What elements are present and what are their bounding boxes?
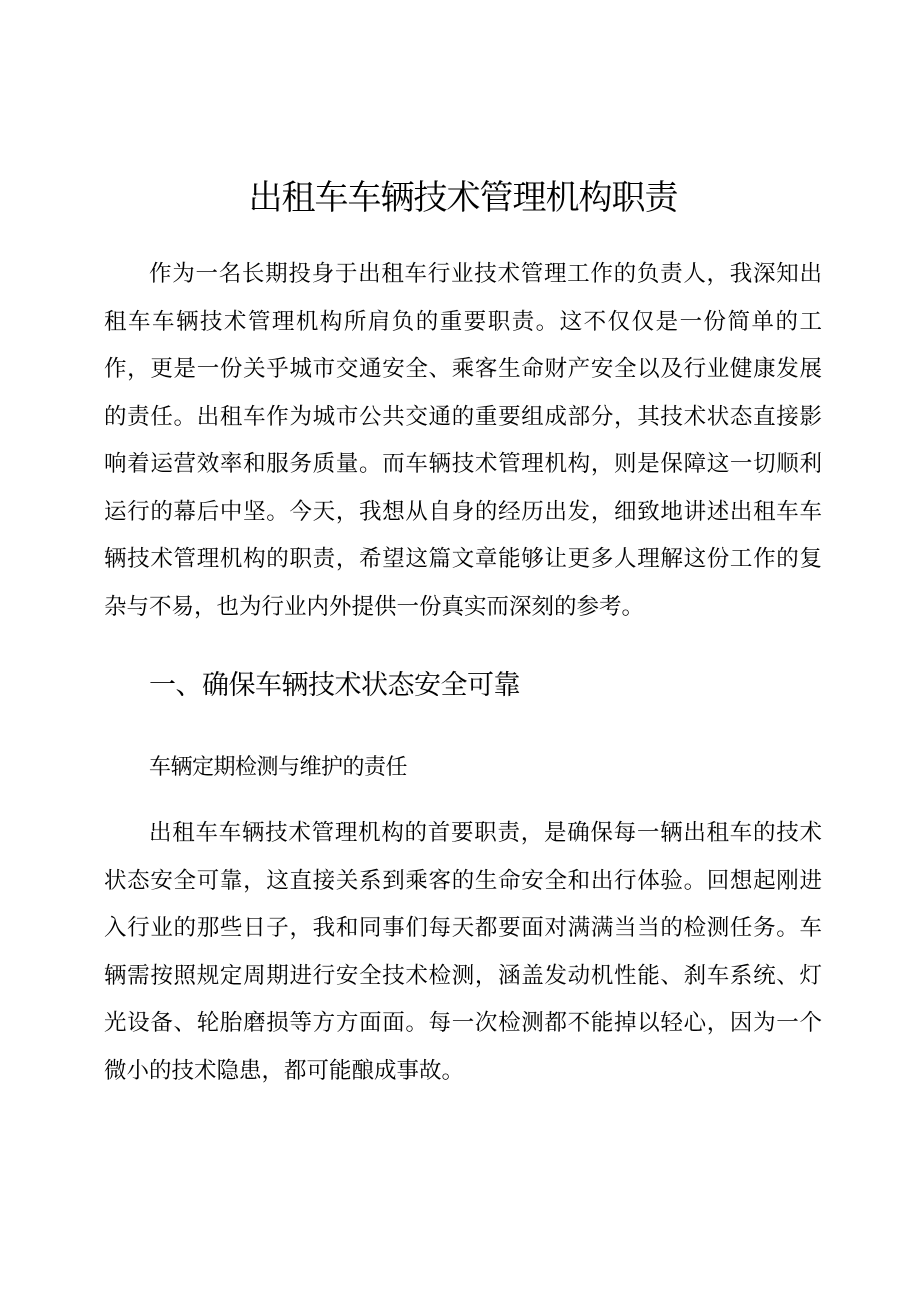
section-1-subheading: 车辆定期检测与维护的责任 — [149, 755, 408, 780]
section-1-paragraph: 出租车车辆技术管理机构的首要职责，是确保每一辆出租车的技术状态安全可靠，这直接关系到乘客的生命安全和出行体验。回想起刚进入行业的那些日子，我和同事们每天都要面对满满当当的检测任务。车辆需按照规定周期进行安全技术检测，涵盖发动机性能、刹车系统、灯光设备、轮胎磨损等方方面面。每一次检测都不能掉以轻心，因为一个微小的技术隐患，都可能酿成事故。 — [104, 820, 822, 1084]
document-title: 出租车车辆技术管理机构职责 — [248, 178, 678, 218]
section-1-heading: 一、确保车辆技术状态安全可靠 — [149, 670, 520, 701]
intro-paragraph: 作为一名长期投身于出租车行业技术管理工作的负责人，我深知出租车车辆技术管理机构所肩负的重要职责。这不仅仅是一份简单的工作，更是一份关乎城市交通安全、乘客生命财产安全以及行业健康发展的责任。出租车作为城市公共交通的重要组成部分，其技术状态直接影响着运营效率和服务质量。而车辆技术管理机构，则是保障这一切顺利运行的幕后中坚。今天，我想从自身的经历出发，细致地讲述出租车车辆技术管理机构的职责，希望这篇文章能够让更多人理解这份工作的复杂与不易，也为行业内外提供一份真实而深刻的参考。 — [104, 261, 822, 620]
